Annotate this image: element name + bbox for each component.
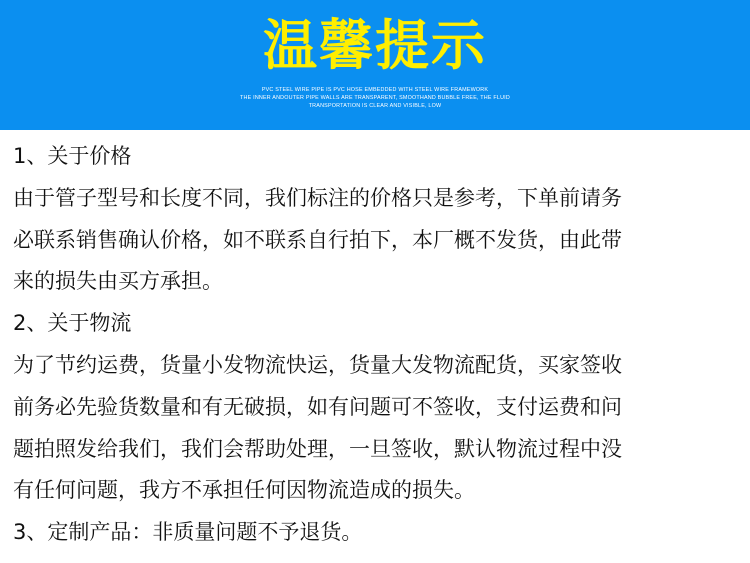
subtitle-line: TRANSPORTATION IS CLEAR AND VISIBLE, LOW [308, 103, 442, 109]
subtitle-line: PVC STEEL WIRE PIPE IS PVC HOSE EMBEDDED WITH STEEL WIRE FRAMEWORK [261, 87, 489, 93]
section-heading-price: 1、关于价格 [13, 144, 132, 168]
paragraph-line: 有任何问题，我方不承担任何因物流造成的损失。 [13, 478, 475, 503]
paragraph-line: 由于管子型号和长度不同，我们标注的价格只是参考，下单前请务 [13, 185, 622, 210]
banner-subtitle [0, 86, 750, 110]
subtitle-line: THE INNER ANDOUTER PIPE WALLS ARE TRANSPARENT, SMOOTHAND BUBBLE FREE, THE FLUID [240, 95, 510, 101]
notice-body [13, 136, 741, 554]
section-heading-logistics: 2、关于物流 [13, 311, 132, 336]
paragraph-line: 必联系销售确认价格，如不联系自行拍下，本厂概不发货，由此带 [13, 227, 622, 252]
paragraph-line: 为了节约运费，货量小发物流快运，货量大发物流配货，买家签收 [13, 352, 622, 377]
paragraph-line: 来的损失由买方承担。 [13, 269, 223, 294]
header-banner [0, 0, 750, 130]
paragraph-line: 前务必先验货数量和有无破损，如有问题可不签收，支付运费和问 [13, 394, 622, 419]
section-heading-custom: 3、定制产品：非质量问题不予退货。 [13, 520, 363, 545]
page-title: 温馨提示 [263, 14, 487, 77]
paragraph-line: 题拍照发给我们，我们会帮助处理，一旦签收，默认物流过程中没 [13, 436, 622, 461]
